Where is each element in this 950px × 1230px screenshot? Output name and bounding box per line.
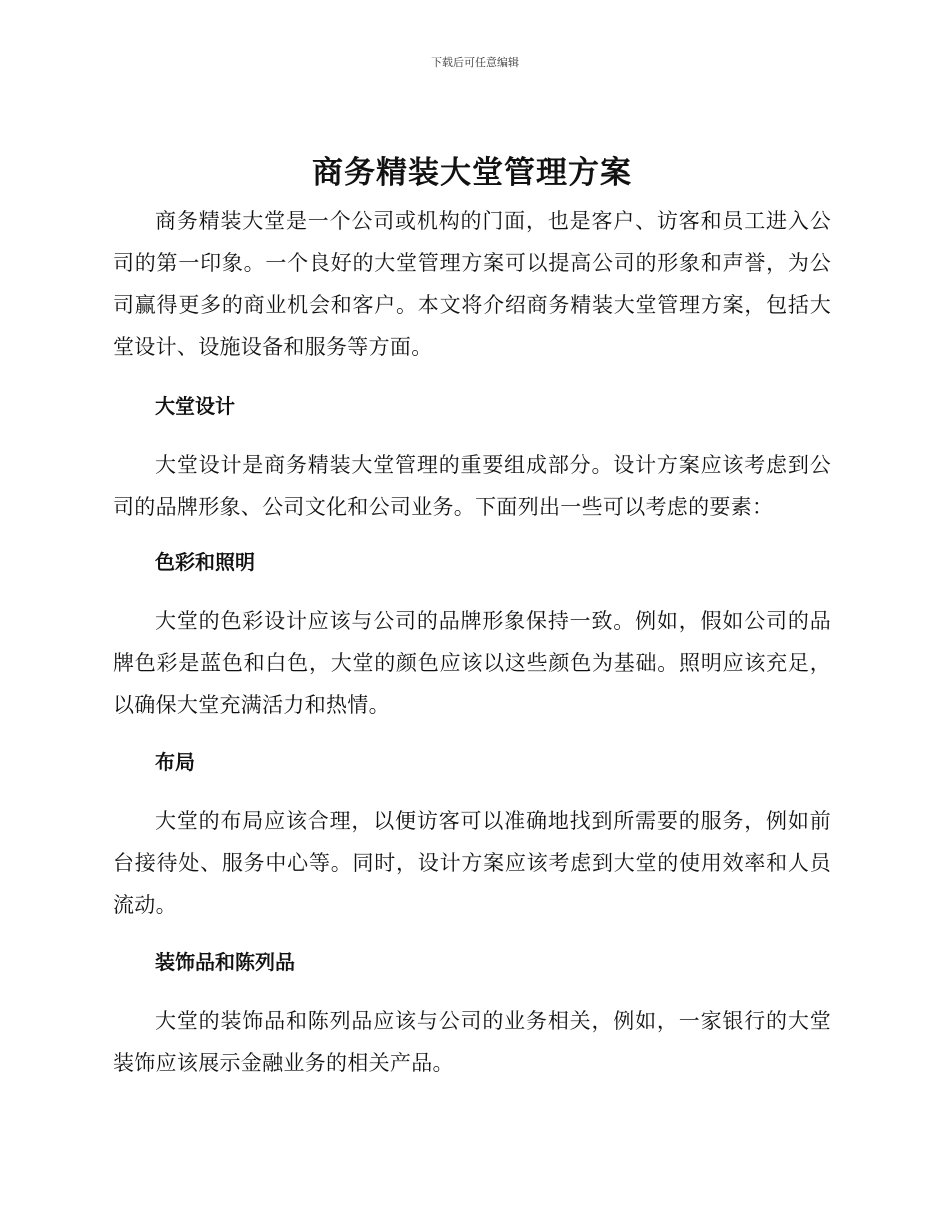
section-heading-decorations: 装饰品和陈列品: [155, 950, 295, 974]
section-heading-color-lighting: 色彩和照明: [155, 550, 255, 574]
section-body-color-lighting: 大堂的色彩设计应该与公司的品牌形象保持一致。例如，假如公司的品牌色彩是蓝色和白色，大堂的颜色应该以这些颜色为基础。照明应该充足，以确保大堂充满活力和热情。: [113, 609, 831, 717]
intro-paragraph: 商务精装大堂是一个公司或机构的门面，也是客户、访客和员工进入公司的第一印象。一个良好的大堂管理方案可以提高公司的形象和声誉，为公司赢得更多的商业机会和客户。本文将介绍商务精装大堂管理方案，包括大堂设计、设施设备和服务等方面。: [113, 209, 831, 359]
section-body-decorations: 大堂的装饰品和陈列品应该与公司的业务相关，例如，一家银行的大堂装饰应该展示金融业务的相关产品。: [113, 1009, 831, 1075]
section-heading-layout: 布局: [155, 750, 195, 774]
section-heading-lobby-design: 大堂设计: [155, 394, 235, 418]
header-note: 下载后可任意编辑: [431, 56, 519, 69]
document-body: [113, 150, 831, 1084]
section-body-lobby-design: 大堂设计是商务精装大堂管理的重要组成部分。设计方案应该考虑到公司的品牌形象、公司文化和公司业务。下面列出一些可以考虑的要素：: [113, 453, 831, 519]
section-body-layout: 大堂的布局应该合理，以便访客可以准确地找到所需要的服务，例如前台接待处、服务中心等。同时，设计方案应该考虑到大堂的使用效率和人员流动。: [113, 809, 831, 917]
document-title: 商务精装大堂管理方案: [312, 155, 632, 191]
